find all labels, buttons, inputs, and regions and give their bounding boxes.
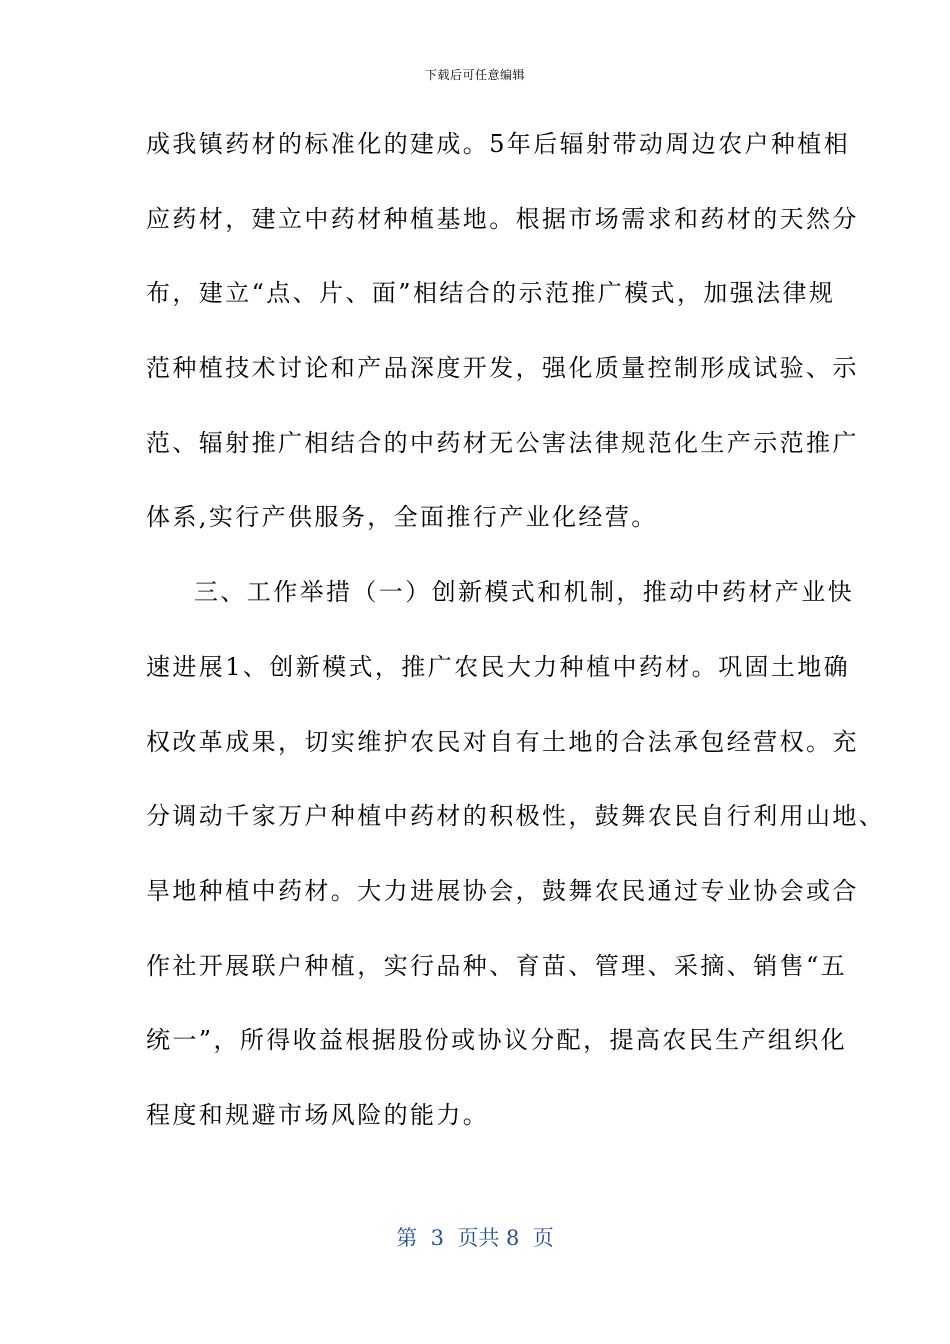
section-heading-line: 三、工作举措（一）创新模式和机制，推动中药材产业快 [194, 578, 854, 607]
page-number-footer: 第 3 页共 8 页 [396, 1226, 554, 1250]
text-line: 范、辐射推广相结合的中药材无公害法律规范化生产示范推广 [146, 428, 859, 457]
text-line: 范种植技术讨论和产品深度开发，强化质量控制形成试验、示 [146, 354, 859, 383]
text-line: 速进展1、创新模式，推广农民大力种植中药材。巩固土地确 [146, 652, 851, 681]
page-header: 下载后可任意编辑 [424, 68, 525, 82]
text-line: 作社开展联户种植，实行品种、育苗、管理、采摘、销售“五 [146, 951, 848, 980]
text-line: 分调动千家万户种植中药材的积极性，鼓舞农民自行利用山地、 [146, 802, 886, 831]
text-line: 程度和规避市场风险的能力。 [146, 1100, 490, 1129]
text-line: 旱地种植中药材。大力进展协会，鼓舞农民通过专业协会或合 [146, 876, 859, 905]
text-line: 统一”，所得收益根据股份或协议分配，提高农民生产组织化 [146, 1026, 848, 1055]
text-line: 成我镇药材的标准化的建成。5年后辐射带动周边农户种植相 [146, 130, 851, 158]
text-line: 体系,实行产供服务，全面推行产业化经营。 [146, 503, 658, 532]
body-text [146, 124, 886, 1170]
text-line: 布，建立“点、片、面”相结合的示范推广模式，加强法律规 [146, 279, 836, 308]
text-line: 权改革成果，切实维护农民对自有土地的合法承包经营权。充 [146, 727, 859, 756]
text-line: 应药材，建立中药材种植基地。根据市场需求和药材的天然分 [146, 204, 859, 233]
